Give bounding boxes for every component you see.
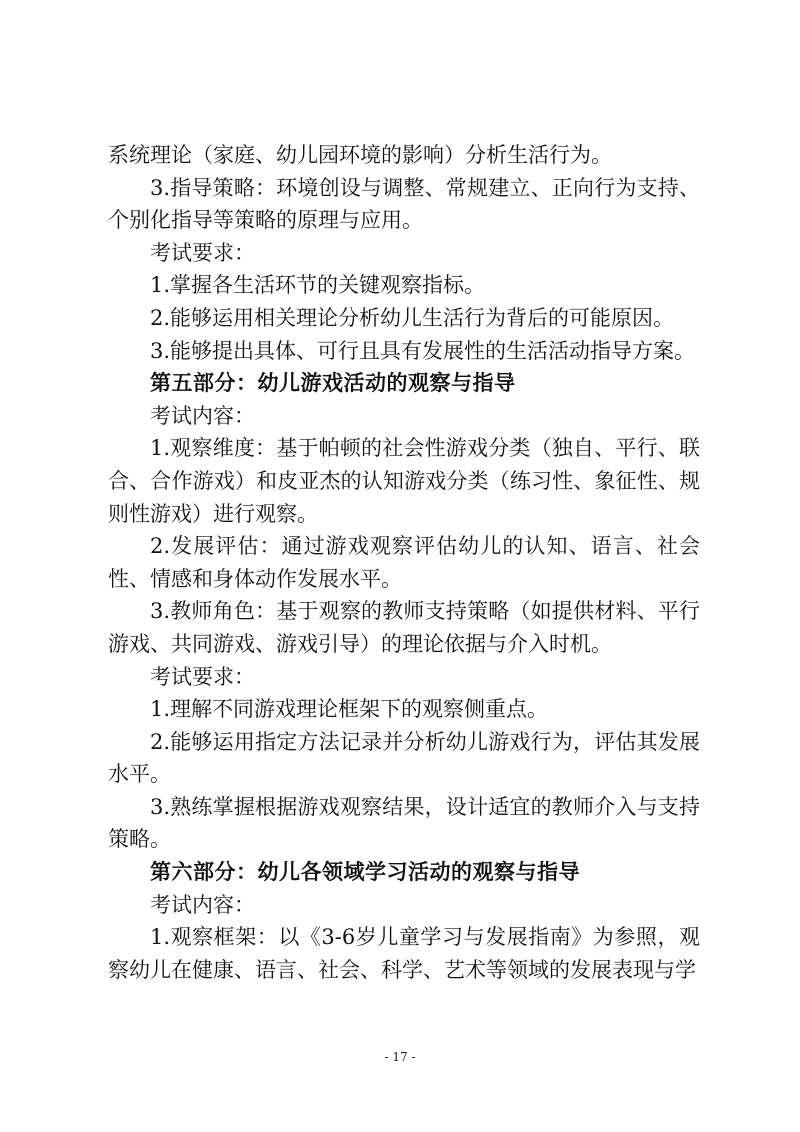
section-label: 考试要求： — [150, 664, 255, 689]
section-label: 考试内容： — [150, 892, 255, 917]
list-item: 3.教师角色：基于观察的教师支持策略（如提供材料、平行游戏、共同游戏、游戏引导）的理论依据与介入时机。 — [108, 599, 700, 656]
section-label: 考试要求： — [150, 240, 255, 265]
section-heading: 第六部分：幼儿各领域学习活动的观察与指导 — [150, 860, 580, 885]
list-item: 3.能够提出具体、可行且具有发展性的生活活动指导方案。 — [150, 338, 696, 363]
list-item: 2.能够运用相关理论分析幼儿生活行为背后的可能原因。 — [150, 305, 675, 330]
list-item: 1.掌握各生活环节的关键观察指标。 — [150, 273, 486, 298]
page-number: - 17 - — [384, 1050, 416, 1064]
list-item: 1.理解不同游戏理论框架下的观察侧重点。 — [150, 697, 549, 722]
list-item: 3.指导策略：环境创设与调整、常规建立、正向行为支持、个别化指导等策略的原理与应用。 — [108, 175, 700, 233]
list-item: 3.熟练掌握根据游戏观察结果，设计适宜的教师介入与支持策略。 — [108, 794, 700, 852]
section-label: 考试内容： — [150, 403, 255, 428]
section-heading: 第五部分：幼儿游戏活动的观察与指导 — [150, 371, 516, 396]
list-item: 2.能够运用指定方法记录并分析幼儿游戏行为，评估其发展水平。 — [108, 729, 700, 787]
paragraph-continuation: 系统理论（家庭、幼儿园环境的影响）分析生活行为。 — [108, 143, 612, 167]
document-body — [108, 139, 700, 986]
list-item: 1.观察维度：基于帕顿的社会性游戏分类（独自、平行、联合、合作游戏）和皮亚杰的认知游戏分类（练习性、象征性、规则性游戏）进行观察。 — [108, 436, 700, 526]
list-item: 1.观察框架：以《3-6岁儿童学习与发展指南》为参照，观察幼儿在健康、语言、社会、科学、艺术等领域的发展表现与学 — [108, 925, 700, 982]
list-item: 2.发展评估：通过游戏观察评估幼儿的认知、语言、社会性、情感和身体动作发展水平。 — [108, 534, 700, 591]
